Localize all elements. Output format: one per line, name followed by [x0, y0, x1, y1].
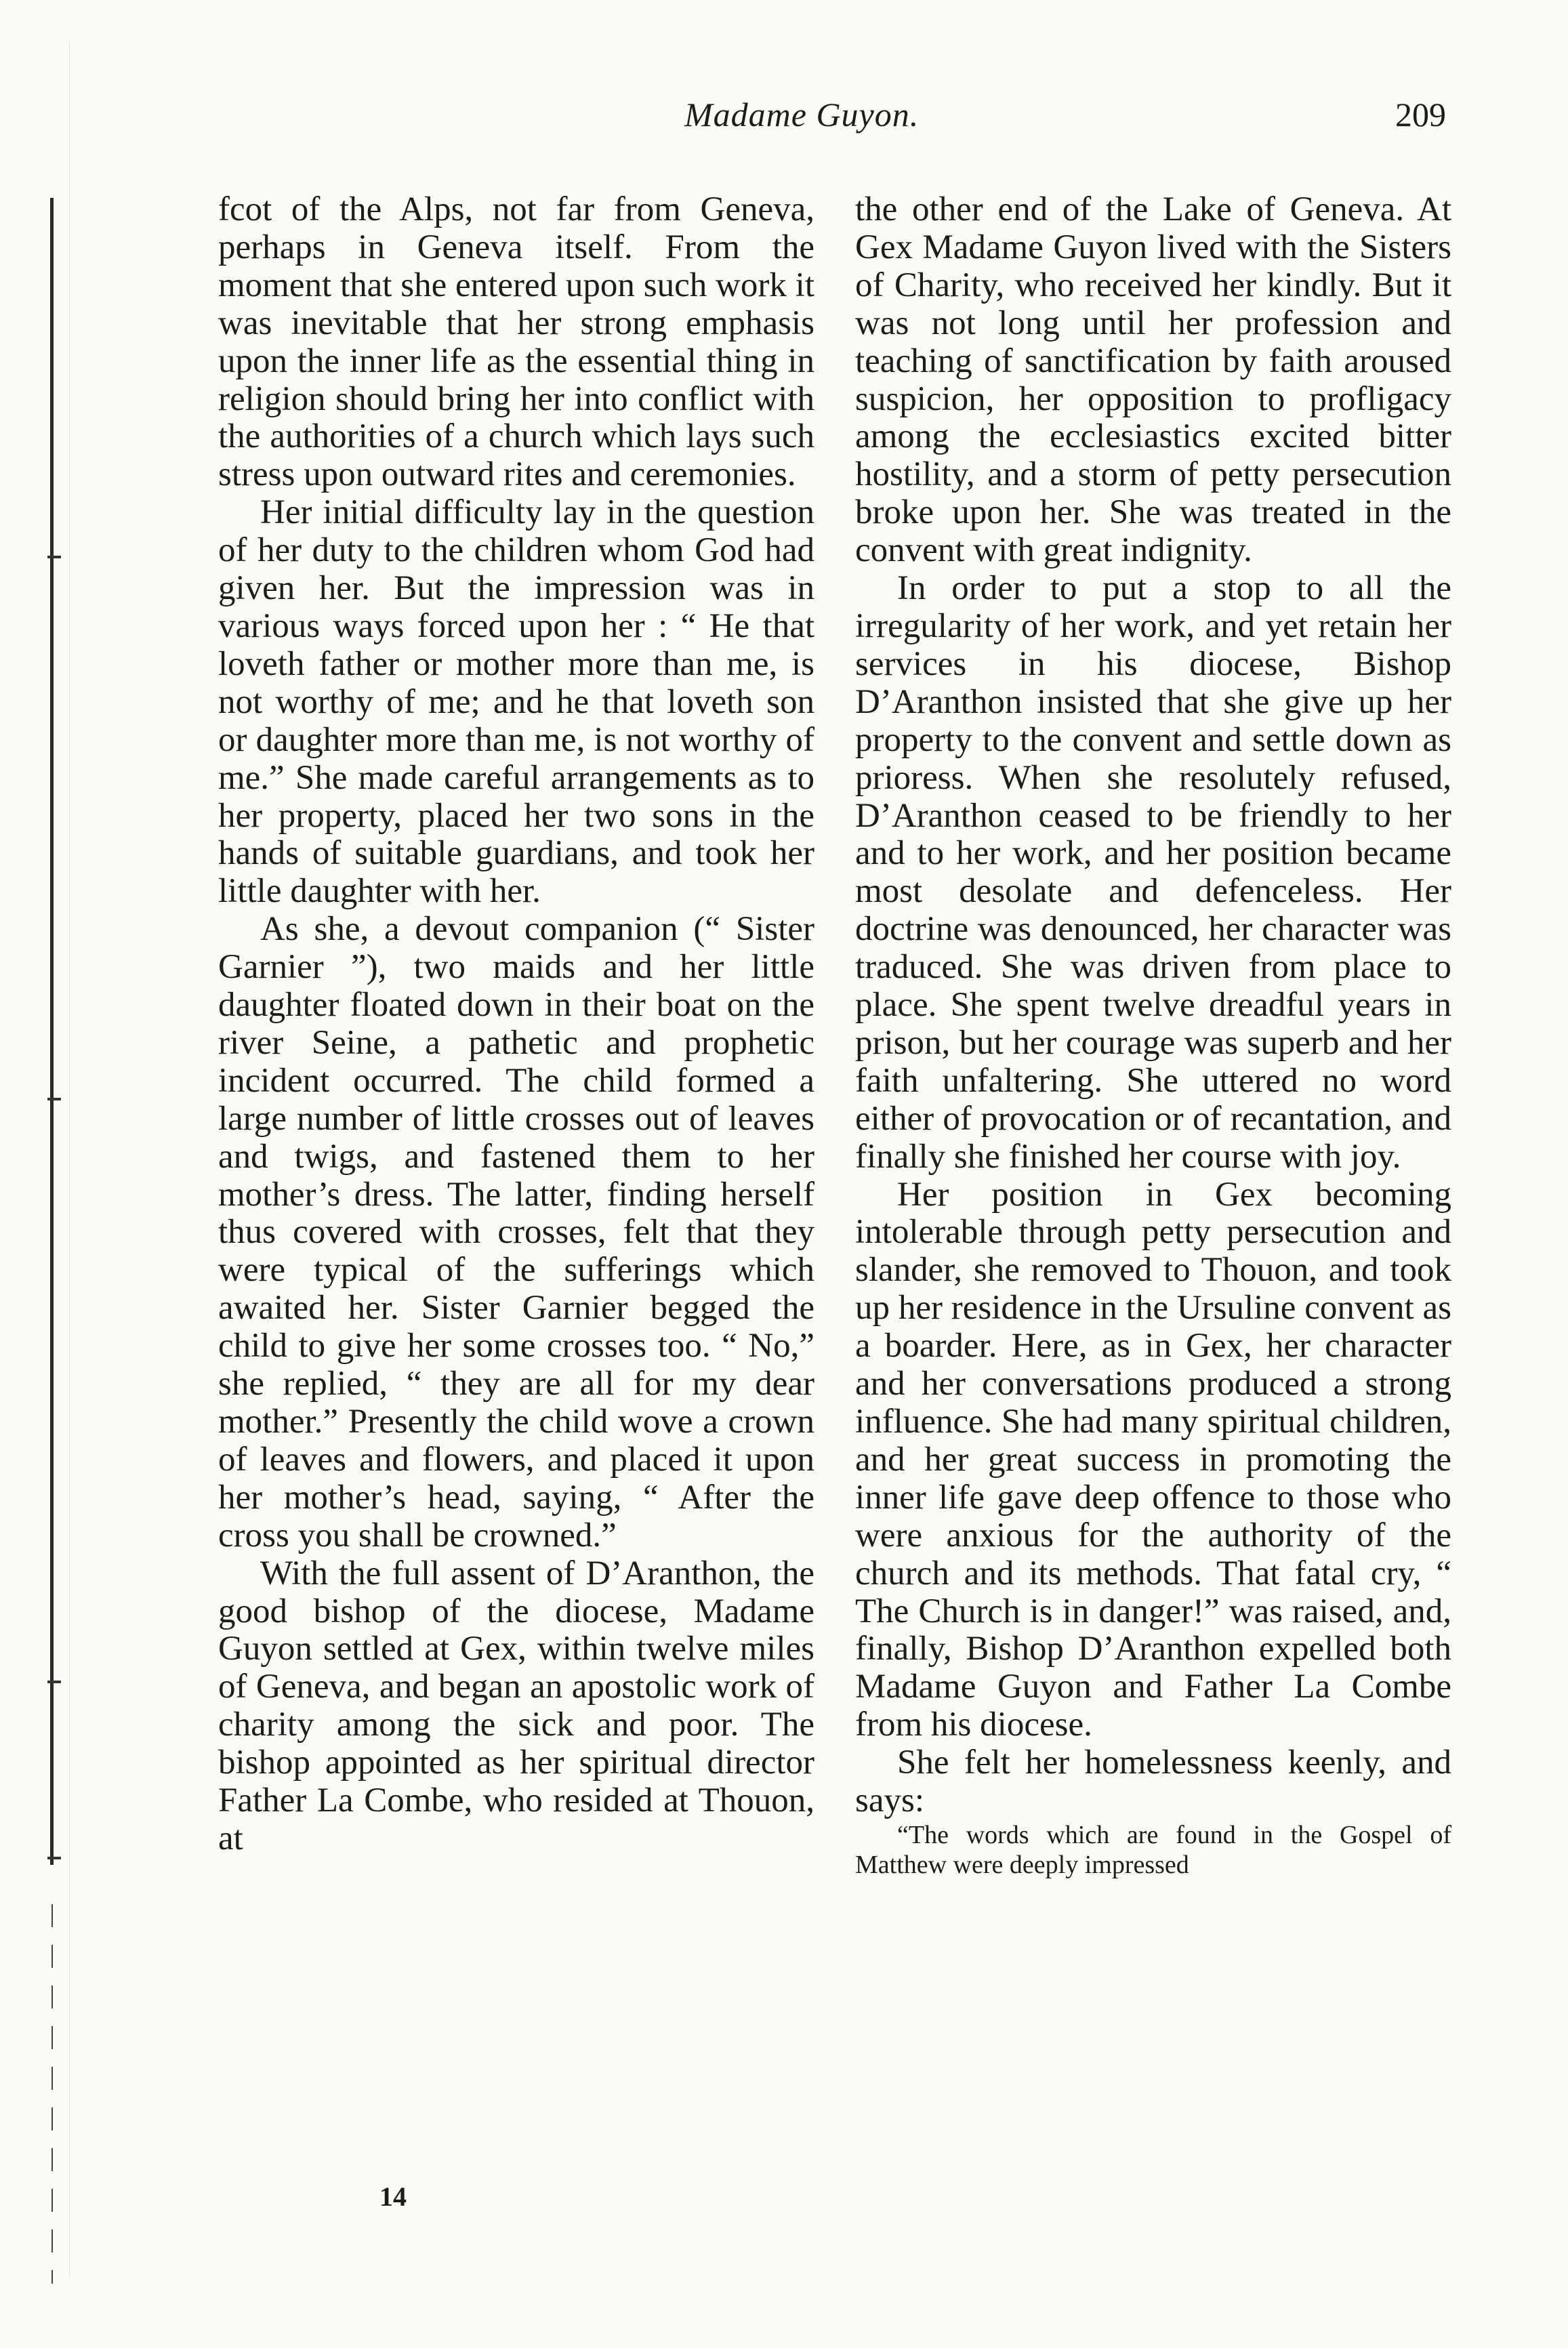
block-quote: “The words which are found in the Gospel of Matthew were deeply impressed [855, 1820, 1451, 1879]
signature-mark: 14 [379, 2181, 407, 2212]
right-text-column [855, 191, 1451, 1880]
left-text-column [218, 191, 814, 1858]
page-gutter-shadow [69, 41, 70, 2277]
paragraph: fcot of the Alps, not far from Geneva, perhaps in Geneva itself. From the moment that she entered upon such work it was inevitable that her strong emphasis upon the inner life as the essential thing in religion should bring her into conflict with the authorities of a church which lays such stress upon outward rites and ceremonies. [218, 190, 814, 494]
running-header [0, 95, 1568, 149]
paragraph: As she, a devout companion (“ Sister Garnier ”), two maids and her little daughter floated down in their boat on the river Seine, a pathetic and prophetic incident occurred. The child formed a large number of little crosses out of leaves and twigs, and fastened them to her mother’s dress. The latter, finding herself thus covered with crosses, felt that they were typical of the sufferings which awaited her. Sister Garnier begged the child to give her some crosses too. “ No,” she replied, “ they are all for my dear mother.” Presently the child wove a crown of leaves and flowers, and placed it upon her mother’s head, saying, “ After the cross you shall be crowned.” [218, 910, 814, 1554]
binding-tick [47, 1098, 61, 1100]
running-title: Madame Guyon. [684, 96, 920, 133]
binding-edge-mark [50, 198, 54, 1865]
binding-tick [47, 1681, 61, 1683]
paragraph: Her initial difficulty lay in the question of her duty to the children whom God had given her. But the impression was in various ways forced upon her : “ He that loveth father or mother more than me, is not worthy of me; and he that loveth son or daughter more than me, is not worthy of me.” She made careful arrangements as to her property, placed her two sons in the hands of suitable guardians, and took her little daughter with her. [218, 493, 814, 911]
binding-tick [47, 556, 61, 558]
paragraph: In order to put a stop to all the irregularity of her work, and yet retain her services in his diocese, Bishop D’Aranthon insisted that she give up her property to the convent and settle down as prioress. When she resolutely refused, D’Aranthon ceased to be friendly to her and to her work, and her position became most desolate and defenceless. Her doctrine was denounced, her character was traduced. She was driven from place to place. She spent twelve dreadful years in prison, but her courage was superb and her faith unfaltering. She uttered no word either of provocation or of recantation, and finally she finished her course with joy. [855, 569, 1451, 1176]
paragraph: She felt her homelessness keenly, and says: [855, 1744, 1451, 1820]
page-number: 209 [1395, 96, 1446, 133]
paragraph: the other end of the Lake of Geneva. At Gex Madame Guyon lived with the Sisters of Charity, who received her kindly. But it was not long until her profession and teaching of sanctification by faith aroused suspicion, her opposition to profligacy among the ecclesiastics excited bitter hostility, and a storm of petty persecution broke upon her. She was treated in the convent with great indignity. [855, 190, 1451, 570]
binding-edge-mark-lower [51, 1904, 53, 2284]
paragraph: Her position in Gex becoming intolerable through petty persecution and slander, she removed to Thouon, and took up her residence in the Ursuline convent as a boarder. Here, as in Gex, her character and her conversations produced a strong influence. She had many spiritual children, and her great success in promoting the inner life gave deep offence to those who were anxious for the authority of the church and its methods. That fatal cry, “ The Church is in danger!” was raised, and, finally, Bishop D’Aranthon expelled both Madame Guyon and Father La Combe from his diocese. [855, 1175, 1451, 1744]
paragraph: With the full assent of D’Aranthon, the good bishop of the diocese, Madame Guyon settled at Gex, within twelve miles of Geneva, and began an apostolic work of charity among the sick and poor. The bishop appointed as her spiritual director Father La Combe, who resided at Thouon, at [218, 1554, 814, 1857]
binding-tick [47, 1857, 61, 1859]
